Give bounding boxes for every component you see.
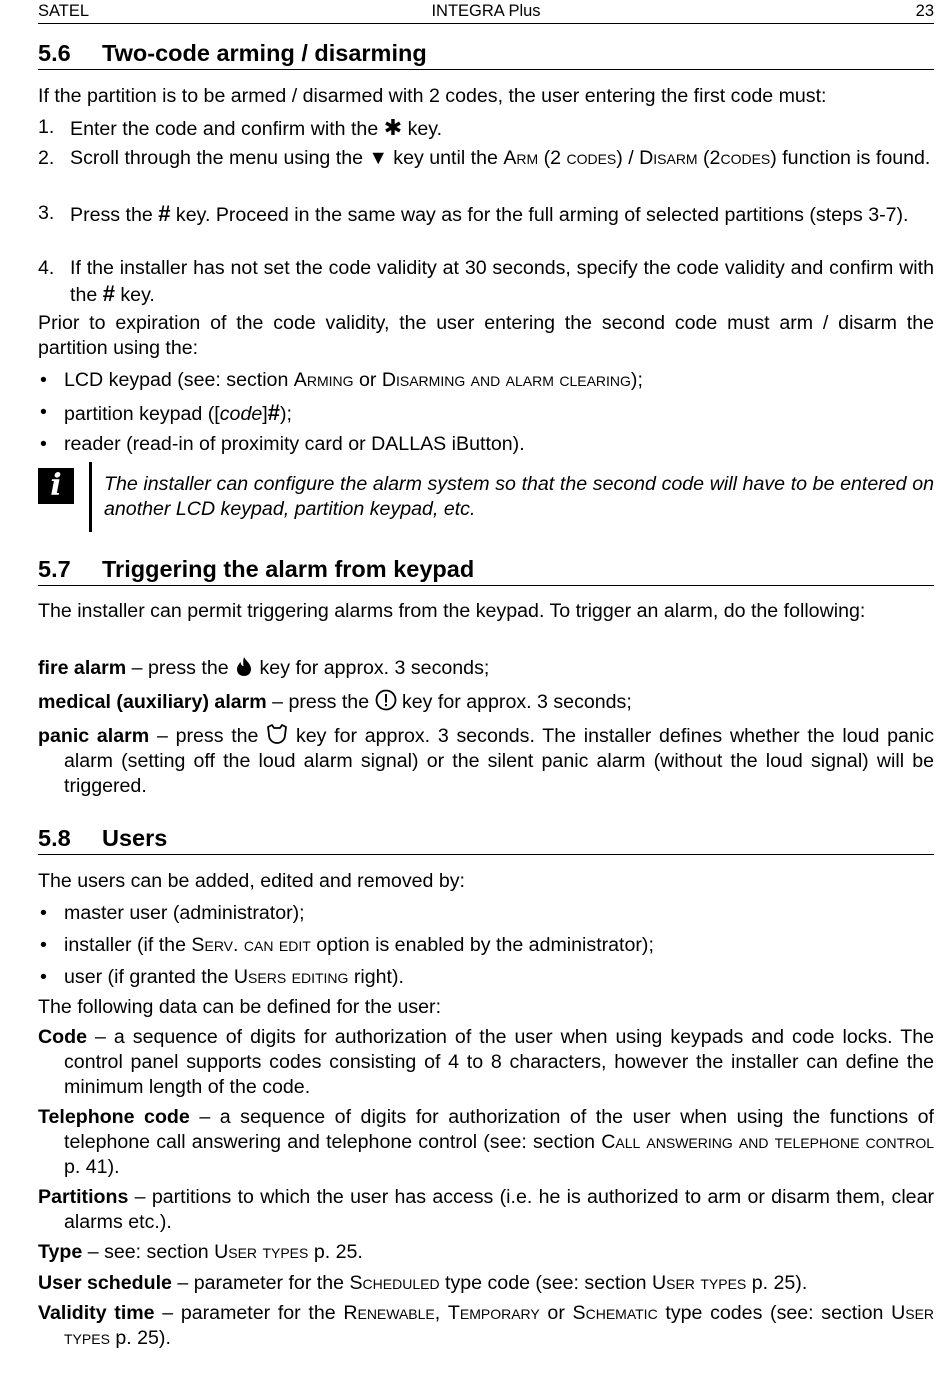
section-number: 5.7 [38, 556, 71, 582]
definition-type: Type – see: section User types p. 25. [38, 1241, 363, 1263]
medical-key-icon [375, 689, 397, 711]
page-number: 23 [915, 2, 934, 20]
info-icon: i [38, 468, 74, 504]
list-number: 4. [38, 257, 55, 279]
list-item: 4. If the installer has not set the code validity at 30 seconds, specify the code validity and confirm with the # key. [38, 257, 934, 306]
asterisk-key-icon: ✱ [383, 115, 403, 140]
list-item: • LCD keypad (see: section Arming or Disarming and alarm clearing); [40, 369, 643, 391]
list-item: • user (if granted the Users editing right). [40, 966, 404, 988]
panic-alarm-item: panic alarm – press the key for approx. 3 seconds. The installer defines whether the loud panic alarm (setting off the loud alarm signal) or the silent panic alarm (without the loud signal) will be triggered. [38, 725, 935, 797]
medical-alarm-item: medical (auxiliary) alarm – press the key for approx. 3 seconds; [38, 691, 632, 713]
bullet: • [40, 433, 47, 455]
panic-key-icon [266, 723, 288, 745]
list-number: 1. [38, 116, 55, 138]
section-title: Triggering the alarm from keypad [102, 556, 475, 582]
section-number: 5.8 [38, 825, 71, 851]
paragraph: The following data can be defined for the user: [38, 996, 442, 1018]
paragraph: If the partition is to be armed / disarmed with 2 codes, the user entering the first code must: [38, 85, 827, 107]
list-number: 2. [38, 147, 55, 169]
section-heading-5-6 [38, 38, 934, 70]
list-item: 3. Press the # key. Proceed in the same way as for the full arming of selected partitions (steps 3-7). [38, 201, 909, 226]
bullet: • [40, 934, 47, 956]
hash-key-icon: # [102, 281, 115, 306]
fire-key-icon [234, 656, 254, 677]
paragraph: The users can be added, edited and removed by: [38, 870, 465, 892]
definition-partitions: Partitions – partitions to which the user has access (i.e. he is authorized to arm or disarm them, clear alarms etc.). [38, 1186, 934, 1233]
section-number: 5.6 [38, 40, 71, 66]
fire-alarm-item: fire alarm – press the key for approx. 3 seconds; [38, 657, 490, 679]
definition-code: Code – a sequence of digits for authorization of the user when using keypads and code locks. The control panel supports codes consisting of 4 to 8 characters, however the installer can define the minimum length of the code. [38, 1026, 934, 1098]
down-arrow-key-icon: ▼ [368, 147, 388, 169]
header-product: INTEGRA Plus [431, 2, 541, 20]
section-heading-5-7 [38, 554, 934, 586]
note-divider [89, 462, 92, 532]
paragraph: The installer can permit triggering alarms from the keypad. To trigger an alarm, do the following: [38, 600, 866, 622]
definition-validity-time: Validity time – parameter for the Renewable, Temporary or Schematic type codes (see: section User types p. 25). [38, 1302, 935, 1349]
note-text: The installer can configure the alarm system so that the second code will have to be entered on another LCD keypad, partition keypad, etc. [104, 473, 934, 520]
section-heading-5-8 [38, 823, 934, 855]
section-title: Two-code arming / disarming [102, 40, 427, 66]
paragraph: Prior to expiration of the code validity, the user entering the second code must arm / disarm the partition using the: [38, 312, 934, 359]
list-item: • installer (if the Serv. can edit option is enabled by the administrator); [40, 934, 654, 956]
bullet: • [40, 369, 47, 391]
list-item: 1. Enter the code and confirm with the ✱ key. [38, 115, 443, 140]
list-item: 2. Scroll through the menu using the ▼ key until the Arm (2 codes) / Disarm (2codes) function is found. [38, 147, 931, 169]
bullet: • [40, 401, 47, 423]
hash-key-icon: # [158, 201, 171, 226]
bullet: • [40, 902, 47, 924]
list-number: 3. [38, 202, 55, 224]
page-header [38, 1, 934, 24]
definition-user-schedule: User schedule – parameter for the Scheduled type code (see: section User types p. 25). [38, 1272, 808, 1294]
header-brand: SATEL [38, 2, 90, 20]
list-item: • partition keypad ([code]#); [40, 400, 292, 425]
definition-telephone-code: Telephone code – a sequence of digits for authorization of the user when using the functions of telephone call answering and telephone control (see: section Call answering and telephone control p. 41). [38, 1106, 935, 1178]
hash-key-icon: # [267, 400, 280, 425]
section-title: Users [102, 825, 168, 851]
bullet: • [40, 966, 47, 988]
list-item: • master user (administrator); [40, 902, 305, 924]
list-item: • reader (read-in of proximity card or DALLAS iButton). [40, 433, 525, 455]
